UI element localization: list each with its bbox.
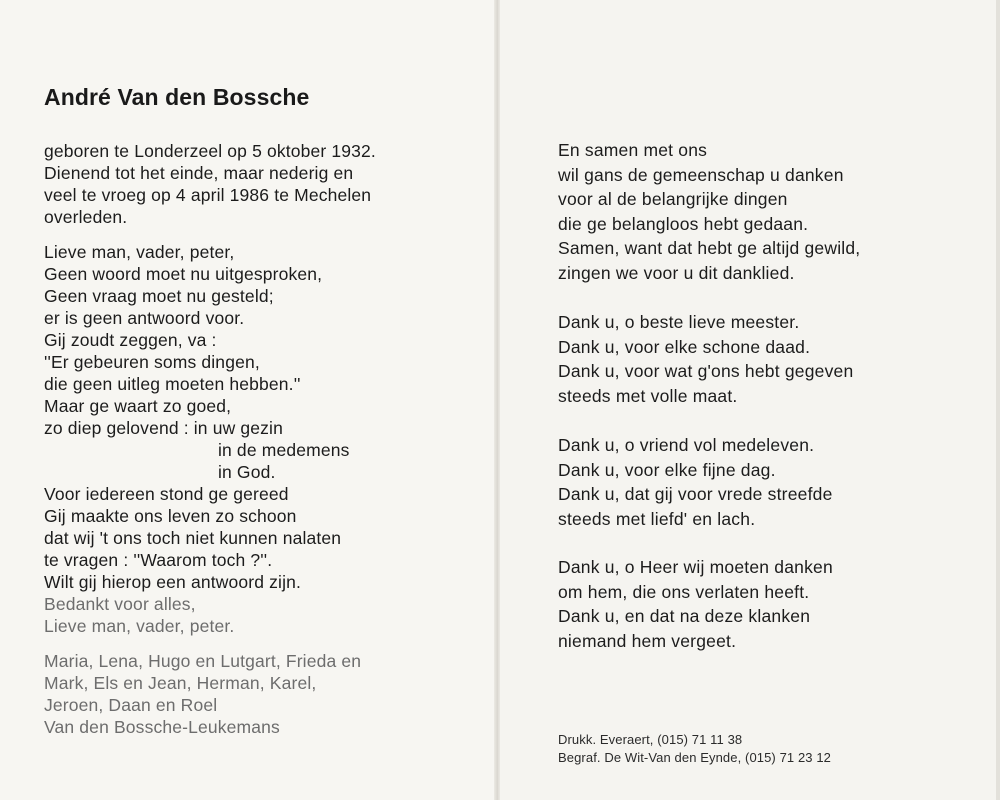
tribute-poem [44, 241, 349, 637]
text-line: Dank u, o Heer wij moeten danken [558, 557, 833, 577]
text-line: steeds met volle maat. [558, 385, 738, 406]
text-line: geboren te Londerzeel op 5 oktober 1932. [44, 141, 376, 161]
text-line: zo diep gelovend : in uw gezin [44, 418, 283, 438]
text-line: Samen, want dat hebt ge altijd gewild, [558, 238, 861, 258]
thanks-stanza-2 [558, 310, 853, 408]
text-line: Maria, Lena, Hugo en Lutgart, Frieda en [44, 651, 362, 671]
text-line: Begraf. De Wit-Van den Eynde, (015) 71 23 12 [558, 750, 831, 765]
text-line: Dank u, o vriend vol medeleven. [558, 435, 815, 455]
birth-death-notice [44, 140, 376, 228]
text-line: Dienend tot het einde, maar nederig en [44, 163, 354, 183]
left-page [0, 0, 496, 800]
thanks-stanza-3 [558, 433, 833, 531]
text-line: Gij maakte ons leven zo schoon [44, 506, 297, 526]
text-line: Dank u, voor wat g'ons hebt gegeven [558, 361, 854, 381]
text-line: Maar ge waart zo goed, [44, 396, 232, 416]
text-line: Drukk. Everaert, (015) 71 11 38 [558, 732, 743, 747]
text-line: ''Er gebeuren soms dingen, [44, 352, 260, 372]
text-line: Geen vraag moet nu gesteld; [44, 286, 274, 306]
text-line: Wilt gij hierop een antwoord zijn. [44, 572, 302, 592]
text-line: Dank u, voor elke fijne dag. [558, 459, 776, 480]
text-line: Geen woord moet nu uitgesproken, [44, 264, 323, 284]
text-line: niemand hem vergeet. [558, 630, 737, 651]
text-line: En samen met ons [558, 140, 708, 160]
text-line: Voor iedereen stond ge gereed [44, 484, 289, 504]
text-line: veel te vroeg op 4 april 1986 te Mechelen [44, 185, 372, 205]
text-line: Dank u, o beste lieve meester. [558, 312, 800, 332]
text-line: die ge belangloos hebt gedaan. [558, 213, 809, 234]
text-line: Van den Bossche-Leukemans [44, 717, 280, 737]
text-line: Bedankt voor alles, [44, 594, 196, 614]
text-line: overleden. [44, 207, 128, 227]
text-line: Lieve man, vader, peter, [44, 242, 235, 262]
text-line: Gij zoudt zeggen, va : [44, 330, 217, 350]
text-line: dat wij 't ons toch niet kunnen nalaten [44, 528, 342, 548]
text-line: Mark, Els en Jean, Herman, Karel, [44, 673, 317, 693]
text-line: wil gans de gemeenschap u danken [558, 164, 844, 185]
text-line: steeds met liefd' en lach. [558, 508, 756, 529]
text-line: in de medemens [218, 440, 350, 460]
card-edge [996, 0, 1000, 800]
text-line: voor al de belangrijke dingen [558, 189, 788, 209]
family-signature [44, 650, 361, 738]
deceased-name: André Van den Bossche [44, 84, 310, 110]
text-line: er is geen antwoord voor. [44, 308, 245, 328]
text-line: Dank u, en dat na deze klanken [558, 606, 811, 626]
text-line: Dank u, dat gij voor vrede streefde [558, 484, 833, 504]
text-line: Dank u, voor elke schone daad. [558, 336, 811, 357]
text-line: die geen uitleg moeten hebben.'' [44, 374, 301, 394]
thanks-stanza-4 [558, 555, 833, 653]
printer-credits [558, 731, 831, 767]
text-line: zingen we voor u dit danklied. [558, 262, 795, 283]
text-line: Jeroen, Daan en Roel [44, 695, 218, 715]
text-line: te vragen : ''Waarom toch ?''. [44, 550, 273, 570]
text-line: in God. [218, 462, 276, 482]
text-line: Lieve man, vader, peter. [44, 616, 235, 636]
thanks-stanza-1 [558, 138, 860, 285]
text-line: om hem, die ons verlaten heeft. [558, 581, 810, 602]
